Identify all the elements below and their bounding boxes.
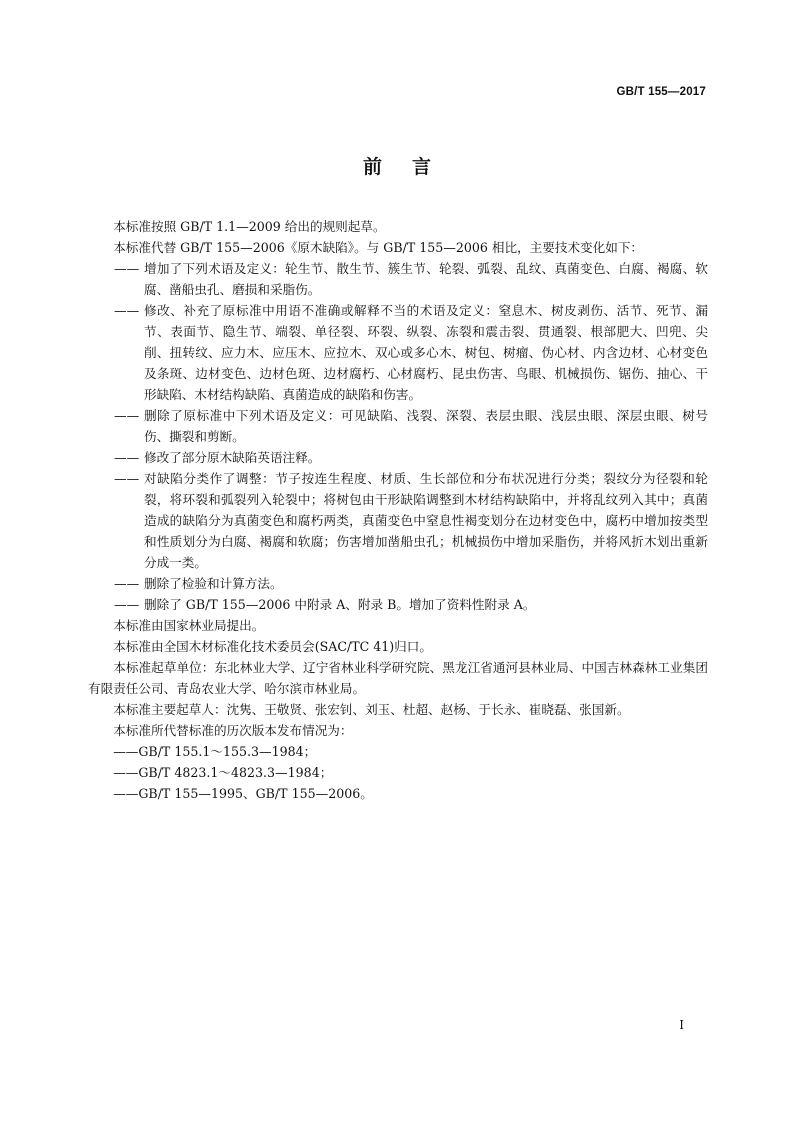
paragraph-history: 本标准所代替标准的历次版本发布情况为：: [113, 723, 353, 738]
standard-number: GB/T 155—2017: [616, 86, 706, 98]
paragraph-replaces: 本标准代替 GB/T 155—2006《原木缺陷》。与 GB/T 155—2006 相比，主要技术变化如下：: [113, 240, 644, 255]
foreword-body: [88, 216, 708, 804]
change-item-text: 删除了检验和计算方法。: [144, 576, 283, 591]
dash-marker: ——: [113, 744, 139, 759]
dash-marker: ——: [114, 261, 140, 276]
change-item: [88, 468, 708, 573]
change-item-text: 对缺陷分类作了调整：节子按连生程度、材质、生长部位和分布状况进行分类；裂纹分为径裂和轮裂，将环裂和弧裂列入轮裂中；将树包由干形缺陷调整到木材结构缺陷中，并将乱纹列入其中；真菌造成的缺陷分为真菌变色和腐朽两类，真菌变色中窒息性褐变划分在边材变色中，腐朽中增加按类型和性质划分为白腐、褐腐和软腐；伤害增加凿船虫孔；机械损伤中增加采脂伤，并将风折木划出重新分成一类。: [144, 471, 708, 570]
history-item: [88, 783, 708, 804]
change-item: [88, 447, 708, 468]
paragraph-drafting-rule: 本标准按照 GB/T 1.1—2009 给出的规则起草。: [113, 219, 386, 234]
paragraph-drafters: 本标准主要起草人：沈隽、王敬贤、张宏钊、刘玉、杜超、赵杨、于长永、崔晓磊、张国新。: [113, 702, 630, 717]
change-item-text: 删除了 GB/T 155—2006 中附录 A、附录 B。增加了资料性附录 A。: [144, 597, 536, 612]
dash-marker: ——: [114, 471, 140, 486]
history-item: [88, 741, 708, 762]
dash-marker: ——: [114, 576, 140, 591]
change-item: [88, 258, 708, 300]
paragraph-drafting-units: 本标准起草单位：东北林业大学、辽宁省林业科学研究院、黑龙江省通河县林业局、中国吉林森林工业集团有限责任公司、青岛农业大学、哈尔滨市林业局。: [88, 660, 708, 696]
change-item: [88, 594, 708, 615]
change-item-text: 增加了下列术语及定义：轮生节、散生节、簇生节、轮裂、弧裂、乱纹、真菌变色、白腐、褐腐、软腐、凿船虫孔、磨损和采脂伤。: [144, 261, 708, 297]
change-item: [88, 573, 708, 594]
dash-marker: ——: [114, 597, 140, 612]
dash-marker: ——: [114, 450, 140, 465]
change-item-text: 删除了原标准中下列术语及定义：可见缺陷、浅裂、深裂、表层虫眼、浅层虫眼、深层虫眼、树号伤、撕裂和剪断。: [144, 408, 708, 444]
page-number: I: [679, 1018, 684, 1032]
change-item-text: 修改、补充了原标准中用语不准确或解释不当的术语及定义：窒息木、树皮剥伤、活节、死节、漏节、表面节、隐生节、端裂、单径裂、环裂、纵裂、冻裂和震击裂、贯通裂、根部肥大、凹兜、尖削、扭转纹、应力木、应压木、应拉木、双心或多心木、树包、树瘤、伪心材、内含边材、心材变色及条斑、边材变色、边材色斑、边材腐朽、心材腐朽、昆虫伤害、鸟眼、机械损伤、锯伤、抽心、干形缺陷、木材结构缺陷、真菌造成的缺陷和伤害。: [144, 303, 708, 402]
page-title: 前言: [362, 156, 461, 178]
dash-marker: ——: [114, 303, 140, 318]
change-item-text: 修改了部分原木缺陷英语注释。: [144, 450, 321, 465]
history-item-text: GB/T 155—1995、GB/T 155—2006。: [138, 786, 373, 801]
paragraph-committee: 本标准由全国木材标准化技术委员会(SAC/TC 41)归口。: [113, 639, 432, 654]
history-item-text: GB/T 4823.1～4823.3—1984；: [138, 765, 333, 780]
paragraph-proposer: 本标准由国家林业局提出。: [113, 618, 265, 633]
dash-marker: ——: [113, 786, 139, 801]
history-item-text: GB/T 155.1～155.3—1984；: [138, 744, 317, 759]
history-item: [88, 762, 708, 783]
dash-marker: ——: [113, 765, 139, 780]
change-item: [88, 405, 708, 447]
change-item: [88, 300, 708, 405]
dash-marker: ——: [114, 408, 140, 423]
